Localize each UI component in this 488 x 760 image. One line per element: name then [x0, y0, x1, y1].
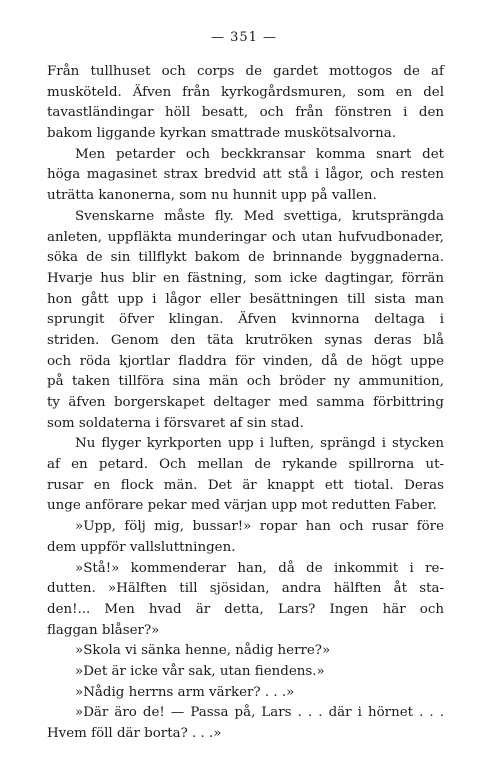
paragraph — [47, 703, 444, 744]
text-line: unge anförare pekar med värjan upp mot redutten Faber. — [47, 498, 437, 514]
text-line: anleten, uppfläkta munderingar och utan hufvudbonader, — [47, 229, 444, 245]
text-line: som soldaterna i försvaret af sin stad. — [47, 415, 304, 431]
paragraph — [47, 145, 444, 207]
text-line: »Skola vi sänka henne, nådig herre?» — [75, 643, 331, 659]
paragraph — [47, 207, 444, 435]
text-line: »Upp, följ mig, bussar!» ropar han och rusar före — [75, 519, 444, 535]
text-line: flaggan blåser?» — [47, 622, 160, 638]
text-line: den!... Men hvad är detta, Lars? Ingen här och — [47, 601, 444, 617]
paragraph — [47, 62, 444, 145]
text-line: »Där äro de! — Passa på, Lars . . . där i hörnet . . . — [75, 705, 444, 721]
text-line: rusar en flock män. Det är knappt ett tiotal. Deras — [47, 477, 444, 493]
text-line: uträtta kanonerna, som nu hunnit upp på vallen. — [47, 188, 377, 204]
paragraph — [47, 517, 444, 558]
text-line: dutten. »Hälften till sjösidan, andra hälften åt sta- — [47, 581, 444, 597]
text-line: striden. Genom den täta krutröken synas deras blå — [47, 332, 444, 348]
text-line: sprungit öfver klingan. Äfven kvinnorna deltaga i — [47, 312, 444, 328]
text-line: »Stå!» kommenderar han, då de inkommit i re- — [75, 560, 444, 576]
text-line: tavastländingar höll besatt, och från fönstren i den — [47, 105, 444, 121]
text-line: musköteld. Äfven från kyrkogårdsmuren, som en del — [47, 84, 444, 100]
text-line: Från tullhuset och corps de gardet mottogos de af — [47, 64, 444, 79]
text-line: »Nådig herrns arm värker? . . .» — [75, 684, 295, 700]
paragraph — [47, 662, 444, 683]
page-number: — 351 — — [210, 30, 278, 45]
paragraph — [47, 683, 444, 704]
text-line: höga magasinet strax bredvid att stå i lågor, och resten — [47, 167, 444, 183]
text-line: och röda kjortlar fladdra för vinden, då de högt uppe — [47, 353, 444, 369]
text-line: Nu flyger kyrkporten upp i luften, sprängd i stycken — [75, 436, 444, 452]
text-line: af en petard. Och mellan de rykande spillrorna ut- — [47, 457, 444, 473]
paragraph — [47, 559, 444, 642]
text-line: Hvarje hus blir en fästning, som icke dagtingar, förrän — [47, 270, 444, 286]
body-text — [47, 62, 444, 745]
text-line: bakom liggande kyrkan smattrade muskötsalvorna. — [47, 126, 397, 142]
text-line: Hvem föll där borta? . . .» — [47, 726, 222, 741]
text-line: söka de sin tillflykt bakom de brinnande byggnaderna. — [47, 250, 444, 266]
text-line: »Det är icke vår sak, utan fiendens.» — [75, 663, 325, 679]
text-line: Men petarder och beckkransar komma snart det — [75, 146, 444, 162]
text-line: på taken tillföra sina män och bröder ny ammunition, — [47, 374, 444, 390]
paragraph — [47, 641, 444, 662]
text-line: hon gått upp i lågor eller besättningen till sista man — [47, 291, 444, 307]
text-line: Svenskarne måste fly. Med svettiga, krutsprängda — [75, 208, 444, 224]
text-line: dem uppför vallsluttningen. — [47, 539, 236, 555]
text-line: ty äfven borgerskapet deltager med samma förbittring — [47, 395, 444, 410]
paragraph — [47, 434, 444, 517]
